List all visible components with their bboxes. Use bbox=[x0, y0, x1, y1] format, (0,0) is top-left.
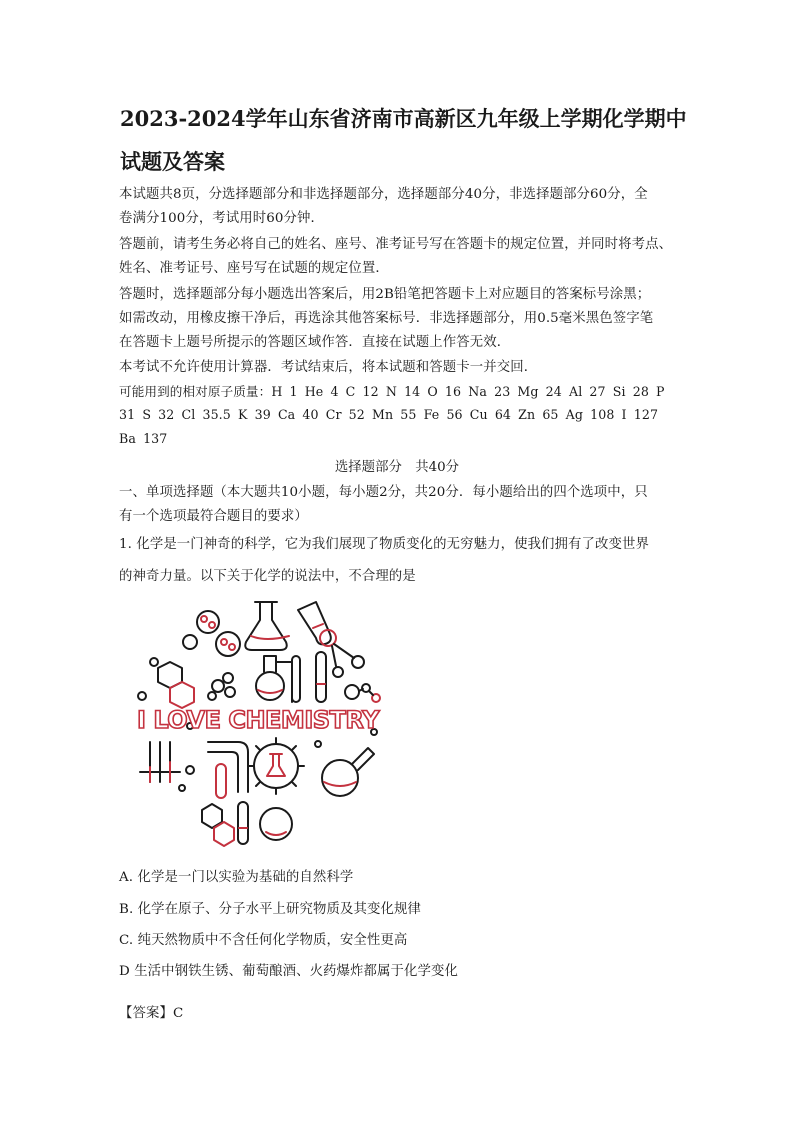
instruction-line: 答题前，请考生务必将自己的姓名、座号、准考证号写在答题卡的规定位置，并同时将考点、 bbox=[119, 237, 673, 252]
test-tube-icon bbox=[298, 602, 331, 644]
instruction-line: 卷满分100分，考试用时60分钟． bbox=[119, 211, 324, 226]
flask-icon bbox=[245, 602, 287, 650]
answer-label: 【答案】 bbox=[119, 1006, 173, 1021]
section-header: 选择题部分 共40分 bbox=[334, 460, 460, 475]
option-a: A. 化学是一门以实验为基础的自然科学 bbox=[119, 870, 354, 885]
answer-value: C bbox=[172, 1006, 184, 1021]
atomic-mass-line3: Ba 137 bbox=[119, 431, 168, 446]
chemistry-illustration bbox=[130, 592, 386, 848]
petri-dish-icon bbox=[197, 611, 219, 633]
round-flask-icon bbox=[322, 760, 358, 796]
answer-line bbox=[119, 1002, 183, 1021]
part-title-line1: 一、单项选择题（本大题共10小题，每小题2分，共20分．每小题给出的四个选项中，只 bbox=[119, 485, 648, 500]
question-1-line2: 的神奇力量。以下关于化学的说法中，不合理的是 bbox=[119, 569, 416, 584]
round-flask-icon bbox=[256, 672, 284, 700]
instruction-line: 本试题共8页，分选择题部分和非选择题部分，选择题部分40分，非选择题部分60分，全 bbox=[119, 187, 648, 202]
instruction-line: 姓名、准考证号、座号写在试题的规定位置． bbox=[119, 261, 389, 276]
page-title-line1: 2023-2024学年山东省济南市高新区九年级上学期化学期中 bbox=[120, 106, 687, 131]
page-title-line2: 试题及答案 bbox=[120, 149, 225, 174]
test-tube-icon bbox=[238, 802, 248, 844]
pipe-icon bbox=[208, 742, 248, 792]
petri-dish-icon bbox=[216, 632, 240, 656]
test-tube-icon bbox=[316, 652, 326, 702]
atomic-mass-line1: 可能用到的相对原子质量：H 1 He 4 C 12 N 14 O 16 Na 23 Mg 24 Al 27 Si 28 P bbox=[119, 384, 665, 399]
option-b: B. 化学在原子、分子水平上研究物质及其变化规律 bbox=[119, 902, 421, 917]
atomic-mass-line2: 31 S 32 Cl 35.5 K 39 Ca 40 Cr 52 Mn 55 Fe 56 Cu 64 Zn 65 Ag 108 I 127 bbox=[119, 407, 659, 422]
question-1-line1: 1. 化学是一门神奇的科学，它为我们展现了物质变化的无穷魅力，使我们拥有了改变世界 bbox=[119, 537, 649, 552]
instruction-line: 在答题卡上题号所提示的答题区域作答．直接在试题上作答无效． bbox=[119, 335, 511, 350]
instruction-line: 本考试不允许使用计算器．考试结束后，将本试题和答题卡一并交回． bbox=[119, 360, 538, 375]
option-d: D 生活中钢铁生锈、葡萄酿酒、火药爆炸都属于化学变化 bbox=[119, 964, 458, 979]
test-tube-icon bbox=[292, 656, 300, 702]
petri-dish-icon bbox=[183, 635, 197, 649]
option-c: C. 纯天然物质中不含任何化学物质，安全性更高 bbox=[119, 933, 408, 948]
figure-text: I LOVE CHEMISTRY bbox=[137, 706, 379, 734]
instruction-line: 如需改动，用橡皮擦干净后，再选涂其他答案标号．非选择题部分，用0.5毫米黑色签字笔 bbox=[119, 311, 654, 326]
instruction-line: 答题时，选择题部分每小题选出答案后，用2B铅笔把答题卡上对应题目的答案标号涂黑； bbox=[119, 287, 651, 302]
part-title-line2: 有一个选项最符合题目的要求） bbox=[119, 509, 308, 524]
tube-rack-icon bbox=[140, 742, 180, 782]
